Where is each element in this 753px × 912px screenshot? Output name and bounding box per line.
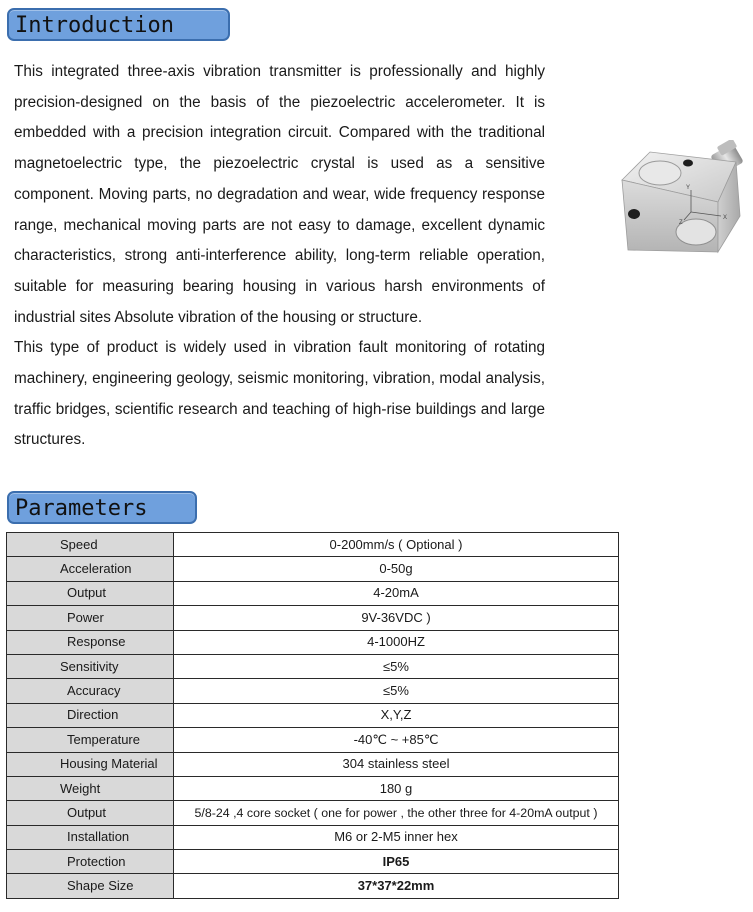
table-row (7, 679, 619, 703)
param-value: X,Y,Z (174, 703, 619, 727)
param-label: Power (7, 606, 174, 630)
param-label: Acceleration (7, 557, 174, 581)
intro-paragraph-2: This type of product is widely used in vibration fault monitoring of rotating machinery, engineering geology, seismic monitoring, vibration, modal analysis, traffic bridges, scientific research and teaching of high-rise buildings and large structures. (14, 339, 545, 449)
param-value: IP65 (174, 850, 619, 874)
mounting-hole-icon (628, 209, 640, 219)
table-row (7, 752, 619, 776)
param-label: Installation (7, 825, 174, 849)
parameters-heading: Parameters (7, 491, 197, 524)
mounting-hole-icon (683, 160, 693, 167)
table-row (7, 850, 619, 874)
param-label: Protection (7, 850, 174, 874)
table-row (7, 557, 619, 581)
table-row (7, 728, 619, 752)
param-label: Weight (7, 776, 174, 800)
parameters-table (6, 532, 619, 899)
table-row (7, 630, 619, 654)
param-label: Output (7, 801, 174, 825)
intro-paragraph-1: This integrated three-axis vibration transmitter is professionally and highly precision-designed on the basis of the piezoelectric accelerometer. It is embedded with a precision integration circuit. Compared with the traditional magnetoelectric type, the piezoelectric crystal is used as a sensitive component. Moving parts, no degradation and wear, wide frequency response range, mechanical moving parts are not easy to damage, excellent dynamic characteristics, strong anti-interference ability, long-term reliable operation, suitable for measuring bearing housing in various harsh environments of industrial sites Absolute vibration of the housing or structure. (14, 63, 545, 326)
param-value: 5/8-24 ,4 core socket ( one for power , the other three for 4-20mA output ) (174, 801, 619, 825)
param-label: Direction (7, 703, 174, 727)
param-value: 304 stainless steel (174, 752, 619, 776)
param-value: 0-50g (174, 557, 619, 581)
param-label: Temperature (7, 728, 174, 752)
table-row (7, 654, 619, 678)
param-label: Accuracy (7, 679, 174, 703)
param-value: ≤5% (174, 679, 619, 703)
param-value: 0-200mm/s ( Optional ) (174, 533, 619, 557)
param-label: Shape Size (7, 874, 174, 898)
param-label: Sensitivity (7, 654, 174, 678)
axis-label-z: Z (679, 220, 683, 226)
param-value: M6 or 2-M5 inner hex (174, 825, 619, 849)
param-label: Output (7, 581, 174, 605)
top-circle (639, 161, 681, 185)
param-label: Speed (7, 533, 174, 557)
table-row (7, 606, 619, 630)
param-value: 180 g (174, 776, 619, 800)
introduction-body (14, 57, 545, 456)
vibration-transmitter-image (618, 140, 748, 260)
table-row (7, 533, 619, 557)
table-row (7, 776, 619, 800)
axis-label-x: X (723, 215, 728, 221)
table-row (7, 581, 619, 605)
table-row (7, 874, 619, 898)
table-row (7, 801, 619, 825)
introduction-heading: Introduction (7, 8, 230, 41)
table-row (7, 703, 619, 727)
param-value: 37*37*22mm (174, 874, 619, 898)
param-label: Response (7, 630, 174, 654)
param-value: 4-1000HZ (174, 630, 619, 654)
table-row (7, 825, 619, 849)
param-value: -40℃ ~ +85℃ (174, 728, 619, 752)
param-value: ≤5% (174, 654, 619, 678)
param-value: 9V-36VDC ) (174, 606, 619, 630)
param-label: Housing Material (7, 752, 174, 776)
axis-label-y: Y (686, 185, 691, 191)
param-value: 4-20mA (174, 581, 619, 605)
